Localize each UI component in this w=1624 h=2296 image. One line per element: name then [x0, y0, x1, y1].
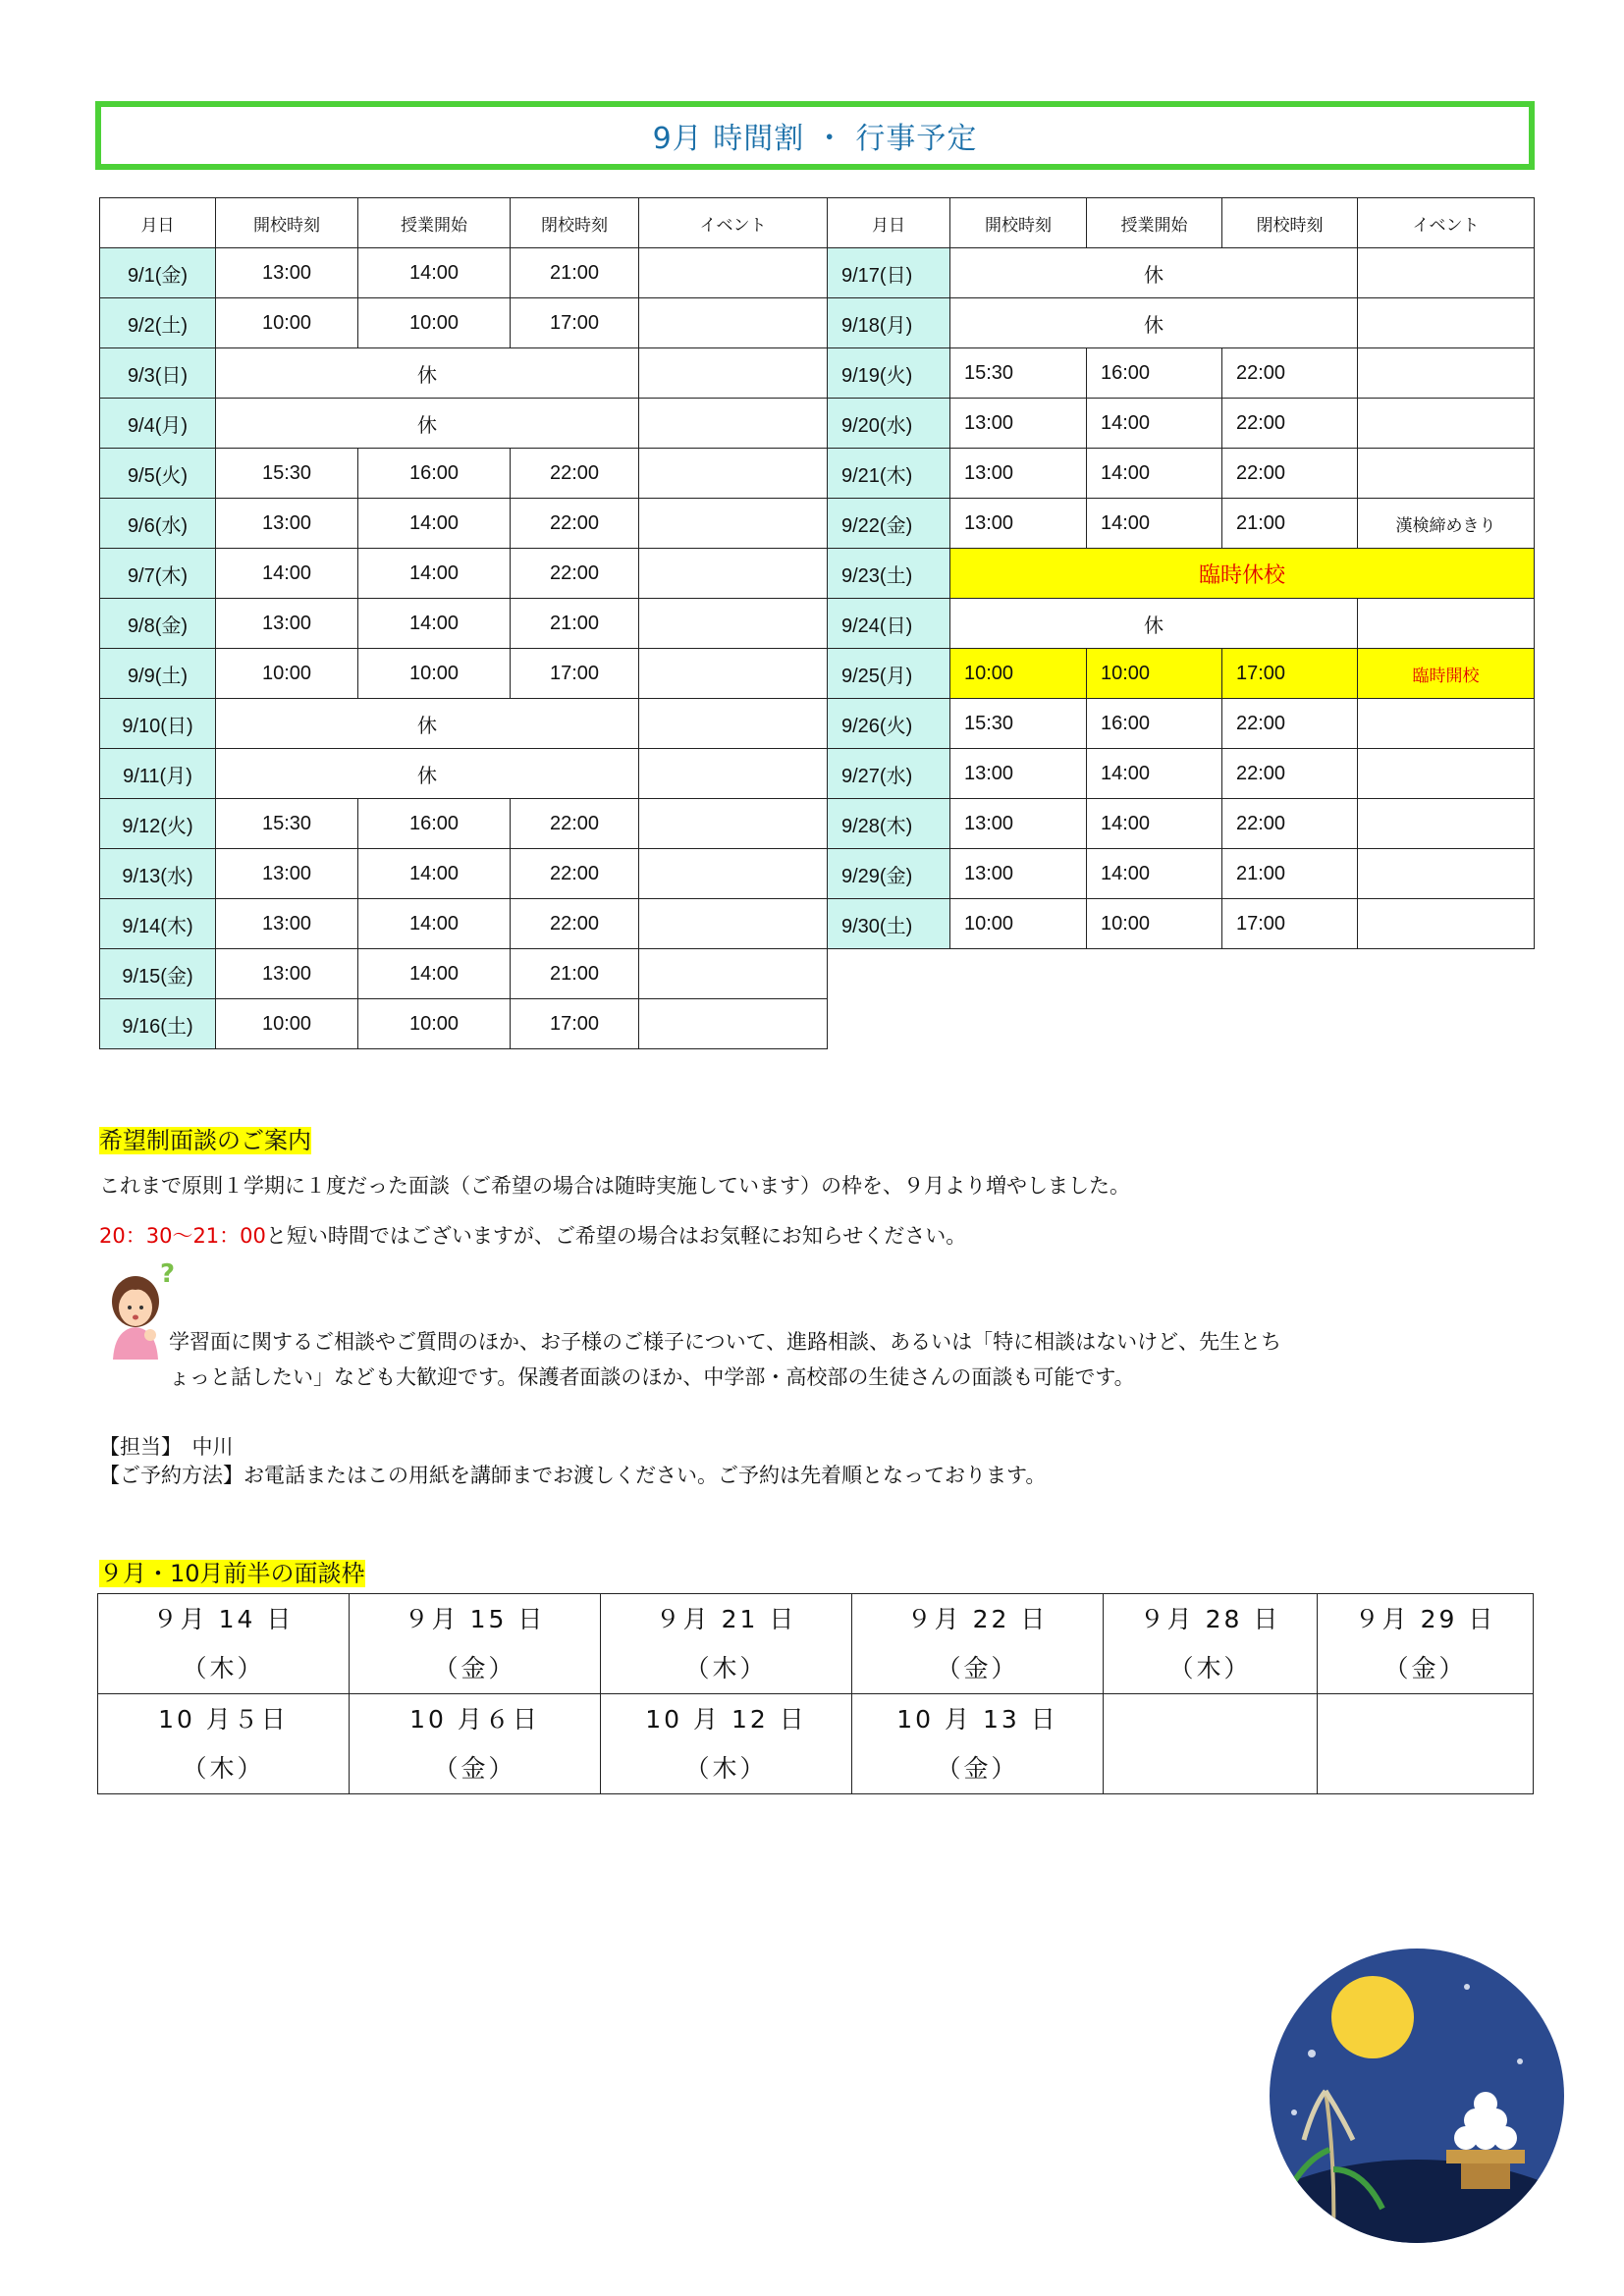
interview-line1: これまで原則１学期に１度だった面談（ご希望の場合は随時実施しています）の枠を、９月より増やしました。 [99, 1174, 1130, 1198]
date-cell: 9/13(水) [100, 849, 216, 899]
open-time-cell: 13:00 [216, 499, 358, 549]
slots-table [97, 1593, 1534, 1794]
event-cell [639, 298, 828, 348]
open-time-cell: 13:00 [216, 849, 358, 899]
start-time-cell: 14:00 [358, 899, 511, 949]
open-time-cell: 10:00 [950, 649, 1087, 699]
start-time-cell: 14:00 [1087, 749, 1222, 799]
schedule-row [100, 399, 1535, 449]
slot-weekday: （金） [1383, 1653, 1467, 1682]
event-cell [1358, 749, 1535, 799]
title-box [95, 101, 1535, 170]
slot-cell [1104, 1694, 1318, 1794]
event-cell [1358, 899, 1535, 949]
date-cell: 9/22(金) [828, 499, 950, 549]
start-time-cell: 14:00 [1087, 399, 1222, 449]
date-cell: 9/4(月) [100, 399, 216, 449]
event-cell [639, 699, 828, 749]
date-cell: 9/21(木) [828, 449, 950, 499]
event-cell [639, 599, 828, 649]
event-cell [639, 649, 828, 699]
date-cell: 9/12(火) [100, 799, 216, 849]
interview-heading: 希望制面談のご案内 [99, 1127, 311, 1154]
slot-cell [601, 1694, 852, 1794]
open-time-cell: 10:00 [216, 298, 358, 348]
start-time-cell: 14:00 [1087, 449, 1222, 499]
close-time-cell: 17:00 [511, 298, 639, 348]
date-cell: 9/25(月) [828, 649, 950, 699]
page-title: 9月 時間割 ・ 行事予定 [652, 122, 978, 156]
date-cell: 9/16(土) [100, 999, 216, 1049]
open-time-cell: 10:00 [216, 999, 358, 1049]
start-time-cell: 16:00 [1087, 699, 1222, 749]
schedule-row [100, 849, 1535, 899]
open-time-cell: 13:00 [950, 799, 1087, 849]
date-cell: 9/7(木) [100, 549, 216, 599]
header-open: 開校時刻 [216, 198, 358, 248]
schedule-row [100, 549, 1535, 599]
slot-cell [601, 1594, 852, 1694]
schedule-row [100, 699, 1535, 749]
open-time-cell: 15:30 [216, 449, 358, 499]
slot-date: ９月 22 日 [906, 1604, 1049, 1633]
slot-date: 10 月６日 [409, 1704, 540, 1734]
closed-cell: 休 [216, 348, 639, 399]
close-time-cell: 21:00 [511, 248, 639, 298]
start-time-cell: 16:00 [1087, 348, 1222, 399]
schedule-row [100, 999, 1535, 1049]
date-cell: 9/24(日) [828, 599, 950, 649]
date-cell: 9/29(金) [828, 849, 950, 899]
start-time-cell: 14:00 [1087, 799, 1222, 849]
open-time-cell: 13:00 [950, 849, 1087, 899]
close-time-cell: 22:00 [1222, 749, 1358, 799]
special-closure-cell: 臨時休校 [950, 549, 1535, 599]
start-time-cell: 14:00 [1087, 499, 1222, 549]
empty-cell [828, 949, 1535, 999]
start-time-cell: 10:00 [1087, 899, 1222, 949]
close-time-cell: 22:00 [511, 549, 639, 599]
schedule-table [99, 197, 1535, 1049]
schedule-row [100, 449, 1535, 499]
event-cell [639, 999, 828, 1049]
event-cell: 臨時開校 [1358, 649, 1535, 699]
event-cell [639, 499, 828, 549]
slot-date: ９月 29 日 [1354, 1604, 1496, 1633]
close-time-cell: 22:00 [1222, 449, 1358, 499]
slot-weekday: （木） [684, 1753, 768, 1783]
slot-weekday: （木） [1168, 1653, 1252, 1682]
schedule-row [100, 599, 1535, 649]
date-cell: 9/9(土) [100, 649, 216, 699]
slots-row [98, 1594, 1534, 1694]
schedule-row [100, 499, 1535, 549]
open-time-cell: 15:30 [950, 348, 1087, 399]
slot-cell [1104, 1594, 1318, 1694]
closed-cell: 休 [216, 749, 639, 799]
event-cell [639, 799, 828, 849]
slot-weekday: （木） [182, 1753, 265, 1783]
interview-method: 【ご予約方法】お電話またはこの用紙を講師までお渡しください。ご予約は先着順となっております。 [99, 1464, 1047, 1487]
interview-line3a: 学習面に関するご相談やご質問のほか、お子様のご様子について、進路相談、あるいは「特に相談はないけど、先生とち [169, 1330, 1282, 1354]
event-cell [639, 248, 828, 298]
slot-date: ９月 28 日 [1139, 1604, 1281, 1633]
start-time-cell: 14:00 [358, 599, 511, 649]
event-cell [639, 549, 828, 599]
slot-date: ９月 15 日 [404, 1604, 546, 1633]
open-time-cell: 13:00 [950, 749, 1087, 799]
close-time-cell: 22:00 [511, 899, 639, 949]
event-cell [639, 399, 828, 449]
close-time-cell: 22:00 [1222, 699, 1358, 749]
header-close: 閉校時刻 [1222, 198, 1358, 248]
start-time-cell: 14:00 [358, 849, 511, 899]
schedule-row [100, 298, 1535, 348]
slot-cell [852, 1594, 1104, 1694]
event-cell [639, 749, 828, 799]
close-time-cell: 17:00 [511, 649, 639, 699]
start-time-cell: 10:00 [1087, 649, 1222, 699]
closed-cell: 休 [950, 248, 1358, 298]
date-cell: 9/27(水) [828, 749, 950, 799]
interview-line2: 20：30～21：00と短い時間ではございますが、ご希望の場合はお気軽にお知らせください。 [99, 1224, 967, 1248]
slots-row [98, 1694, 1534, 1794]
slot-cell [98, 1594, 350, 1694]
schedule-row [100, 799, 1535, 849]
header-open: 開校時刻 [950, 198, 1087, 248]
start-time-cell: 16:00 [358, 799, 511, 849]
open-time-cell: 13:00 [216, 949, 358, 999]
slot-weekday: （木） [182, 1653, 265, 1682]
slot-cell [852, 1694, 1104, 1794]
slot-weekday: （金） [936, 1753, 1019, 1783]
slot-cell [350, 1694, 601, 1794]
open-time-cell: 10:00 [216, 649, 358, 699]
date-cell: 9/15(金) [100, 949, 216, 999]
open-time-cell: 13:00 [216, 899, 358, 949]
open-time-cell: 13:00 [216, 248, 358, 298]
open-time-cell: 15:30 [950, 699, 1087, 749]
closed-cell: 休 [216, 699, 639, 749]
event-cell [639, 899, 828, 949]
slots-heading: ９月・10月前半の面談枠 [99, 1560, 365, 1587]
header-date: 月日 [100, 198, 216, 248]
open-time-cell: 14:00 [216, 549, 358, 599]
header-date: 月日 [828, 198, 950, 248]
close-time-cell: 17:00 [511, 999, 639, 1049]
close-time-cell: 22:00 [511, 499, 639, 549]
slot-date: ９月 21 日 [655, 1604, 797, 1633]
event-cell [639, 449, 828, 499]
event-cell [1358, 399, 1535, 449]
date-cell: 9/1(金) [100, 248, 216, 298]
date-cell: 9/11(月) [100, 749, 216, 799]
start-time-cell: 14:00 [358, 248, 511, 298]
event-cell [1358, 449, 1535, 499]
header-event: イベント [1358, 198, 1535, 248]
start-time-cell: 10:00 [358, 649, 511, 699]
date-cell: 9/19(火) [828, 348, 950, 399]
start-time-cell: 14:00 [358, 949, 511, 999]
closed-cell: 休 [950, 599, 1358, 649]
event-cell [639, 348, 828, 399]
event-cell [1358, 298, 1535, 348]
close-time-cell: 21:00 [511, 599, 639, 649]
date-cell: 9/8(金) [100, 599, 216, 649]
schedule-row [100, 248, 1535, 298]
start-time-cell: 14:00 [358, 499, 511, 549]
header-start: 授業開始 [1087, 198, 1222, 248]
date-cell: 9/5(火) [100, 449, 216, 499]
closed-cell: 休 [950, 298, 1358, 348]
date-cell: 9/10(日) [100, 699, 216, 749]
slot-weekday: （金） [433, 1653, 516, 1682]
start-time-cell: 16:00 [358, 449, 511, 499]
date-cell: 9/14(木) [100, 899, 216, 949]
slot-weekday: （木） [684, 1653, 768, 1682]
open-time-cell: 13:00 [950, 449, 1087, 499]
start-time-cell: 14:00 [358, 549, 511, 599]
header-close: 閉校時刻 [511, 198, 639, 248]
slot-date: 10 月 12 日 [645, 1704, 807, 1734]
start-time-cell: 14:00 [1087, 849, 1222, 899]
date-cell: 9/2(土) [100, 298, 216, 348]
close-time-cell: 17:00 [1222, 899, 1358, 949]
empty-cell [828, 999, 1535, 1049]
close-time-cell: 22:00 [511, 849, 639, 899]
schedule-row [100, 899, 1535, 949]
schedule-header-row [100, 198, 1535, 248]
close-time-cell: 21:00 [1222, 849, 1358, 899]
thinking-woman-icon [101, 1256, 180, 1360]
slot-cell [1318, 1694, 1534, 1794]
close-time-cell: 22:00 [511, 799, 639, 849]
event-cell [1358, 348, 1535, 399]
slot-cell [350, 1594, 601, 1694]
date-cell: 9/3(日) [100, 348, 216, 399]
event-cell: 漢検締めきり [1358, 499, 1535, 549]
slot-weekday: （金） [433, 1753, 516, 1783]
event-cell [1358, 699, 1535, 749]
close-time-cell: 22:00 [1222, 799, 1358, 849]
date-cell: 9/30(土) [828, 899, 950, 949]
event-cell [1358, 248, 1535, 298]
date-cell: 9/23(土) [828, 549, 950, 599]
open-time-cell: 13:00 [950, 399, 1087, 449]
interview-time: 20：30～21：00 [99, 1224, 266, 1248]
close-time-cell: 17:00 [1222, 649, 1358, 699]
open-time-cell: 13:00 [950, 499, 1087, 549]
open-time-cell: 15:30 [216, 799, 358, 849]
event-cell [639, 949, 828, 999]
date-cell: 9/18(月) [828, 298, 950, 348]
slot-date: 10 月５日 [158, 1704, 289, 1734]
date-cell: 9/28(木) [828, 799, 950, 849]
event-cell [1358, 799, 1535, 849]
date-cell: 9/17(日) [828, 248, 950, 298]
closed-cell: 休 [216, 399, 639, 449]
moon-viewing-icon [1265, 1944, 1569, 2248]
slot-date: 10 月 13 日 [896, 1704, 1058, 1734]
close-time-cell: 21:00 [1222, 499, 1358, 549]
slot-cell [1318, 1594, 1534, 1694]
date-cell: 9/6(水) [100, 499, 216, 549]
open-time-cell: 10:00 [950, 899, 1087, 949]
start-time-cell: 10:00 [358, 298, 511, 348]
open-time-cell: 13:00 [216, 599, 358, 649]
interview-staff: 【担当】 中川 [99, 1435, 234, 1459]
header-event: イベント [639, 198, 828, 248]
header-start: 授業開始 [358, 198, 511, 248]
start-time-cell: 10:00 [358, 999, 511, 1049]
date-cell: 9/20(水) [828, 399, 950, 449]
interview-line3b: ょっと話したい」なども大歓迎です。保護者面談のほか、中学部・高校部の生徒さんの面談も可能です。 [169, 1365, 1135, 1389]
close-time-cell: 22:00 [1222, 399, 1358, 449]
event-cell [639, 849, 828, 899]
schedule-row [100, 348, 1535, 399]
close-time-cell: 21:00 [511, 949, 639, 999]
schedule-row [100, 649, 1535, 699]
date-cell: 9/26(火) [828, 699, 950, 749]
close-time-cell: 22:00 [511, 449, 639, 499]
schedule-row [100, 949, 1535, 999]
slot-date: ９月 14 日 [152, 1604, 295, 1633]
schedule-row [100, 749, 1535, 799]
slot-weekday: （金） [936, 1653, 1019, 1682]
svg-text:?: ? [160, 1259, 176, 1289]
close-time-cell: 22:00 [1222, 348, 1358, 399]
event-cell [1358, 849, 1535, 899]
slot-cell [98, 1694, 350, 1794]
event-cell [1358, 599, 1535, 649]
